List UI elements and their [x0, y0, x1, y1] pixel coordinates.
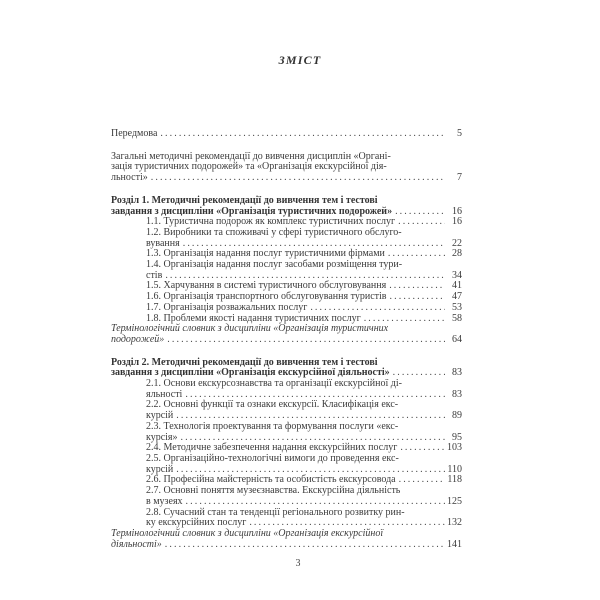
toc-entry-page: 16	[452, 216, 462, 228]
toc-entry-page: 125	[447, 495, 462, 507]
dot-leader	[160, 129, 445, 140]
toc-entry-page: 22	[452, 237, 462, 249]
toc-entry-text: 2.4. Методичне забезпечення надання екскурсійних послуг	[146, 442, 398, 454]
toc-entry-page: 118	[447, 474, 462, 486]
dot-leader	[310, 303, 445, 314]
toc-entry-text: 1.7. Організація розважальних послуг	[146, 301, 308, 313]
toc-entry-page: 95	[452, 431, 462, 443]
toc-entry	[111, 152, 462, 184]
dot-leader	[400, 443, 445, 454]
dot-leader	[398, 217, 445, 228]
toc-entry-line	[111, 540, 462, 551]
dot-leader	[399, 475, 445, 486]
toc-entry	[111, 129, 462, 140]
toc-entry-text: курсія»	[146, 431, 178, 443]
toc-entry-page: 28	[452, 248, 462, 260]
toc-entry-line: 1.4. Організація надання послуг засобами розміщення тури-	[146, 259, 403, 271]
toc-entry-text: 1.8. Проблеми якості надання туристичних послуг	[146, 312, 361, 324]
toc-entry-line: 2.2. Основні функції та ознаки екскурсії. Класифікація екс-	[146, 399, 399, 411]
dot-leader	[390, 292, 445, 303]
toc-entry-line: Термінологічний словник з дисципліни «Організація туристичних	[111, 323, 389, 335]
toc-entry	[111, 508, 462, 529]
toc-entry-page: 16	[452, 205, 462, 217]
toc-entry-text: курсій	[146, 463, 174, 475]
toc-entry	[111, 454, 462, 475]
toc-entry-line: 2.3. Технологія проектування та формування послуги «екс-	[146, 420, 399, 432]
toc-entry-text: льності»	[111, 172, 148, 184]
toc-entry-line	[146, 497, 462, 508]
toc-entry-text: подорожей»	[111, 333, 165, 345]
toc-entry-text: 2.6. Професійна майстерність та особистість екскурсовода	[146, 474, 396, 486]
toc-entry-text: в музеях	[146, 495, 183, 507]
toc-entry-line: 2.8. Сучасний стан та тенденції регіонального розвитку рин-	[146, 506, 405, 518]
toc-entry-line: Розділ 2. Методичні рекомендації до вивчення тем і тестові	[111, 356, 378, 368]
dot-leader	[186, 497, 445, 508]
toc-entry-text: Передмова	[111, 128, 158, 139]
toc-entry-text: 1.1. Туристична подорож як комплекс туристичних послуг	[146, 216, 396, 228]
toc-entry-page: 89	[452, 410, 462, 422]
toc-entry-page: 5	[457, 128, 462, 139]
toc-entry	[111, 529, 462, 550]
toc-entry-page: 53	[452, 301, 462, 313]
toc-entry-page: 41	[452, 280, 462, 292]
dot-leader	[389, 281, 445, 292]
toc-entry-line: Розділ 1. Методичні рекомендації до вивчення тем і тестові	[111, 194, 378, 206]
toc-entry	[111, 228, 462, 249]
toc-entry-text: 1.3. Організація надання послуг туристичними фірмами	[146, 248, 385, 260]
toc-entry-line	[111, 173, 462, 184]
toc-entry	[111, 260, 462, 281]
toc-entry	[111, 486, 462, 507]
toc-entry-line: 1.2. Виробники та споживачі у сфері туристичного обслуго-	[146, 226, 402, 238]
dot-leader	[151, 173, 445, 184]
toc-entry	[111, 324, 462, 345]
toc-entry-text: яльності	[146, 388, 183, 400]
toc-entry-text: завдання з дисципліни «Організація туристичних подорожей»	[111, 205, 393, 217]
toc-entry-page: 83	[452, 388, 462, 400]
toc-entry-line: 2.5. Організаційно-технологічні вимоги до проведення екс-	[146, 452, 399, 464]
toc-entry-page: 58	[452, 312, 462, 324]
toc-entry-text: завдання з дисципліни «Організація екскурсійної діяльності»	[111, 367, 390, 379]
toc-entry-page: 83	[452, 367, 462, 379]
toc-entry-line	[146, 303, 462, 314]
toc-entry-line: 2.7. Основні поняття музеєзнавства. Екскурсійна діяльність	[146, 485, 401, 497]
toc-entry-text: курсій	[146, 410, 174, 422]
toc-entry-page: 47	[452, 291, 462, 303]
toc-entry	[111, 422, 462, 443]
dot-leader	[167, 335, 445, 346]
toc-entry-page: 132	[447, 517, 462, 529]
toc-entry-line: зація туристичних подорожей» та «Організація екскурсійної дія-	[111, 161, 387, 173]
toc-entry	[111, 303, 462, 314]
toc-entry	[111, 358, 462, 379]
toc-entry-text: 1.5. Харчування в системі туристичного обслуговування	[146, 280, 387, 292]
toc-entry-page: 7	[457, 172, 462, 184]
toc-entry-text: 1.6. Організація транспортного обслуговування туристів	[146, 291, 387, 303]
toc-entry-line	[111, 129, 462, 140]
dot-leader	[395, 207, 445, 218]
toc-entry-page: 34	[452, 269, 462, 281]
toc-entry-line: 2.1. Основи екскурсознавства та організації екскурсійної ді-	[146, 378, 402, 390]
page-title: ЗМІСТ	[278, 53, 322, 67]
page-number: 3	[295, 558, 301, 569]
toc-entry-page: 110	[447, 463, 462, 475]
toc-entry-line: Загальні методичні рекомендації до вивчення дисциплін «Органі-	[111, 150, 391, 162]
toc-entry-line: Термінологічний словник з дисципліни «Організація екскурсійної	[111, 527, 384, 539]
toc-entry-text: вування	[146, 237, 180, 249]
table-of-contents	[111, 129, 462, 550]
toc-entry-page: 64	[452, 333, 462, 345]
toc-entry	[111, 400, 462, 421]
toc-entry-page: 141	[447, 538, 462, 550]
toc-entry-page: 103	[447, 442, 462, 454]
toc-entry-text: ку екскурсійних послуг	[146, 517, 247, 529]
toc-entry-text: стів	[146, 269, 163, 281]
toc-entry-text: діяльності»	[111, 538, 162, 550]
toc-entry	[111, 379, 462, 400]
dot-leader	[165, 540, 445, 551]
toc-entry	[111, 196, 462, 217]
toc-entry-line	[111, 335, 462, 346]
